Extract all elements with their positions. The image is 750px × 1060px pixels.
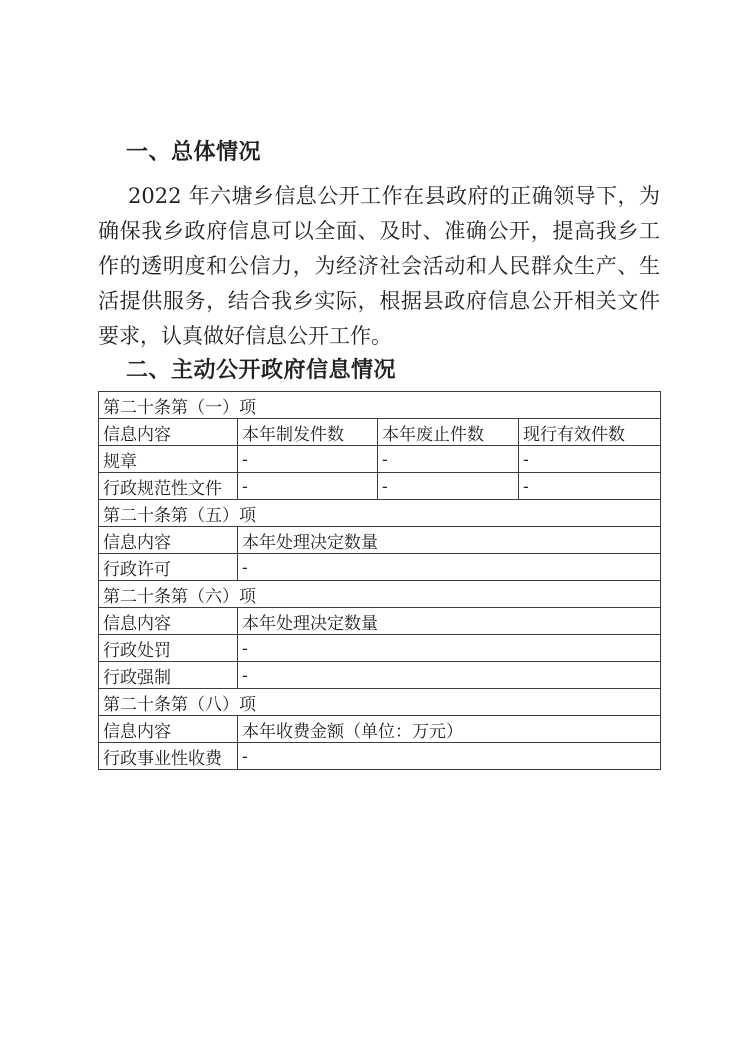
table-row-label: 行政规范性文件	[99, 473, 238, 500]
table-section-title: 第二十条第（五）项	[99, 500, 661, 527]
table-header-cell: 本年处理决定数量	[238, 608, 661, 635]
table-header-cell: 本年处理决定数量	[238, 527, 661, 554]
table-row	[99, 527, 661, 554]
table-value-cell: -	[238, 662, 661, 689]
disclosure-table	[98, 391, 661, 770]
table-row	[99, 581, 661, 608]
table-row	[99, 608, 661, 635]
table-row	[99, 419, 661, 446]
table-row	[99, 635, 661, 662]
table-value-cell: -	[238, 743, 661, 770]
table-row	[99, 473, 661, 500]
table-header-cell: 本年制发件数	[238, 419, 378, 446]
table-row	[99, 662, 661, 689]
table-row	[99, 689, 661, 716]
table-row-label: 行政强制	[99, 662, 238, 689]
heading-overall-situation: 一、总体情况	[126, 140, 262, 165]
table-value-cell: -	[238, 554, 661, 581]
table-header-cell: 信息内容	[99, 608, 238, 635]
table-row	[99, 716, 661, 743]
table-value-cell: -	[238, 473, 378, 500]
table-value-cell: -	[519, 473, 661, 500]
table-header-cell: 本年收费金额（单位：万元）	[238, 716, 661, 743]
table-header-cell: 本年废止件数	[378, 419, 519, 446]
overall-situation-paragraph: 2022 年六塘乡信息公开工作在县政府的正确领导下，为确保我乡政府信息可以全面、及时、准确公开，提高我乡工作的透明度和公信力，为经济社会活动和人民群众生产、生活提供服务，结合我乡实际，根据县政府信息公开相关文件要求，认真做好信息公开工作。	[98, 184, 660, 348]
table-value-cell: -	[238, 635, 661, 662]
table-row	[99, 392, 661, 419]
table-row-label: 规章	[99, 446, 238, 473]
table-row-label: 行政许可	[99, 554, 238, 581]
table-value-cell: -	[378, 473, 519, 500]
table-header-cell: 信息内容	[99, 419, 238, 446]
table-row	[99, 743, 661, 770]
table-header-cell: 现行有效件数	[519, 419, 661, 446]
table-value-cell: -	[378, 446, 519, 473]
document-content	[98, 0, 660, 770]
heading-active-disclosure: 二、主动公开政府信息情况	[126, 358, 397, 383]
table-header-cell: 信息内容	[99, 527, 238, 554]
table-header-cell: 信息内容	[99, 716, 238, 743]
table-section-title: 第二十条第（一）项	[99, 392, 661, 419]
table-row-label: 行政处罚	[99, 635, 238, 662]
table-row	[99, 500, 661, 527]
table-section-title: 第二十条第（六）项	[99, 581, 661, 608]
table-row-label: 行政事业性收费	[99, 743, 238, 770]
table-value-cell: -	[519, 446, 661, 473]
table-section-title: 第二十条第（八）项	[99, 689, 661, 716]
table-value-cell: -	[238, 446, 378, 473]
table-row	[99, 446, 661, 473]
table-row	[99, 554, 661, 581]
